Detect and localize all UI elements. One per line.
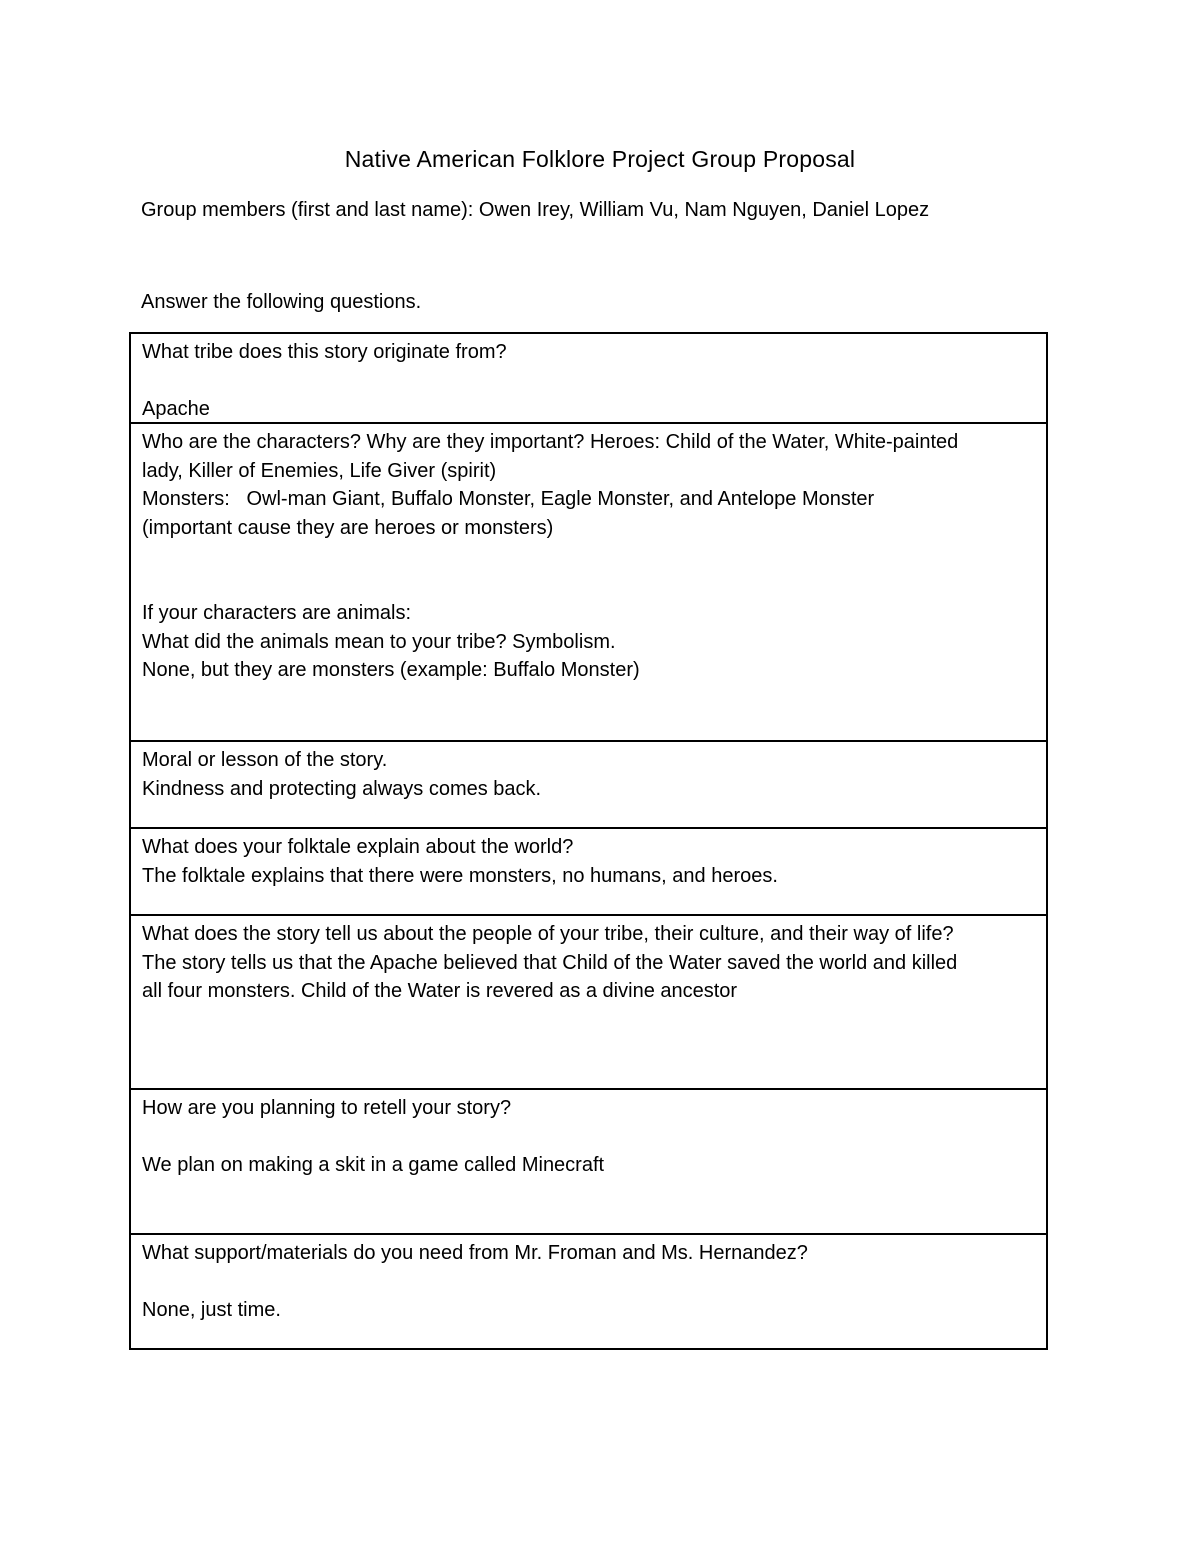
table-row-tribe — [131, 334, 1046, 422]
blank-line — [142, 367, 1034, 396]
question-text: If your characters are animals: — [142, 602, 411, 624]
answer-text: all four monsters. Child of the Water is revered as a divine ancestor — [142, 980, 738, 1002]
blank-line — [142, 1123, 1034, 1152]
answer-text: lady, Killer of Enemies, Life Giver (spirit) — [142, 459, 497, 482]
answer-text: None, but they are monsters (example: Buffalo Monster) — [142, 659, 640, 681]
answer-text: The folktale explains that there were monsters, no humans, and heroes. — [142, 864, 778, 887]
table-row-world-explanation — [131, 827, 1046, 914]
blank-line — [142, 542, 1034, 571]
blank-line — [142, 571, 1034, 600]
answer-text: We plan on making a skit in a game called Minecraft — [142, 1154, 605, 1176]
blank-line — [142, 1268, 1034, 1297]
question-text: What did the animals mean to your tribe? Symbolism. — [142, 630, 616, 653]
question-text: What support/materials do you need from Mr. Froman and Ms. Hernandez? — [142, 1242, 808, 1264]
table-row-retelling — [131, 1088, 1046, 1233]
question-text: What tribe does this story originate from? — [142, 341, 507, 363]
instructions-text: Answer the following questions. — [141, 291, 422, 313]
answer-text: Apache — [142, 398, 210, 420]
table-row-characters — [131, 422, 1046, 740]
question-text: Moral or lesson of the story. — [142, 749, 388, 771]
answer-text: Monsters: Owl-man Giant, Buffalo Monster, Eagle Monster, and Antelope Monster — [142, 488, 875, 510]
question-text: Who are the characters? Why are they important? Heroes: Child of the Water, White-painted — [142, 431, 959, 453]
answer-text: The story tells us that the Apache believed that Child of the Water saved the world and killed — [142, 951, 958, 974]
question-text: What does the story tell us about the people of your tribe, their culture, and their way of life? — [142, 923, 954, 945]
document-title: Native American Folklore Project Group Proposal — [344, 146, 856, 172]
question-text: How are you planning to retell your story? — [142, 1097, 512, 1119]
answer-text: Kindness and protecting always comes back. — [142, 777, 542, 800]
table-row-moral — [131, 740, 1046, 827]
answer-text: None, just time. — [142, 1299, 281, 1321]
question-text: What does your folktale explain about the world? — [142, 836, 574, 858]
table-row-support — [131, 1233, 1046, 1348]
question-answer-table — [129, 332, 1048, 1350]
group-members-line: Group members (first and last name): Owen Irey, William Vu, Nam Nguyen, Daniel Lopez — [141, 199, 930, 221]
answer-text: (important cause they are heroes or monsters) — [142, 516, 554, 539]
table-row-culture — [131, 914, 1046, 1088]
